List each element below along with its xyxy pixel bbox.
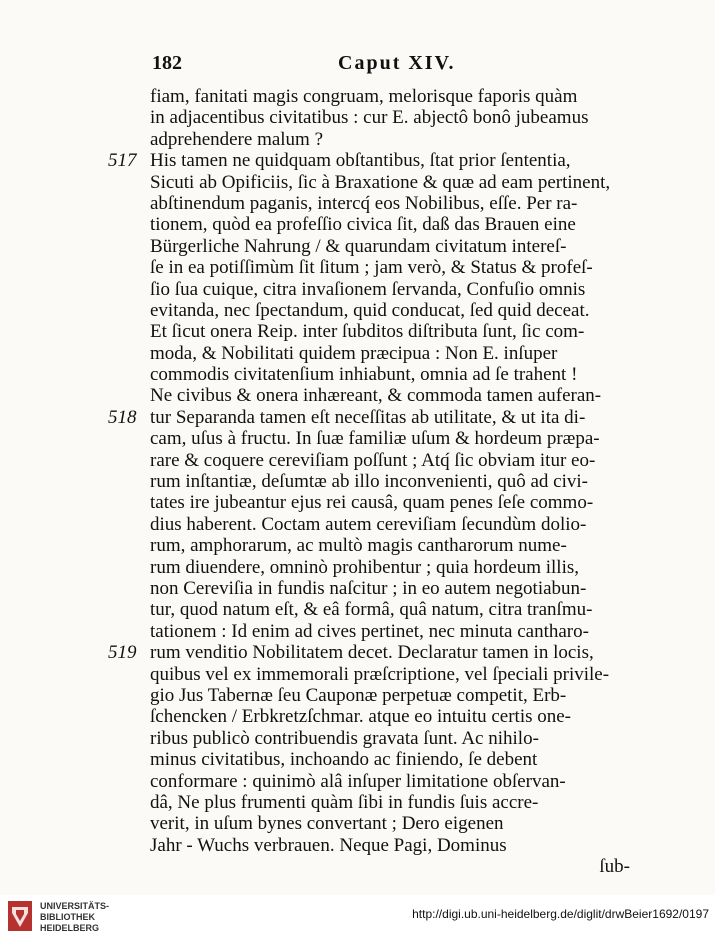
margin-section-number: 519 xyxy=(108,642,137,664)
text-line xyxy=(150,835,630,856)
text-line xyxy=(150,621,630,642)
text-line xyxy=(150,535,630,556)
page-header xyxy=(152,52,632,80)
line-text: adprehendere malum ? xyxy=(150,128,324,150)
text-line xyxy=(150,514,630,535)
text-line xyxy=(150,664,630,685)
line-text: ſub- xyxy=(599,856,630,878)
line-text: rum inſtantiæ, deſumtæ ab illo inconvenienti, quô ad civi- xyxy=(150,471,588,493)
line-text: tur, quod natum eſt, & eâ formâ, quâ natum, citra tranſmu- xyxy=(150,599,593,621)
text-line xyxy=(150,107,630,128)
text-line xyxy=(150,385,630,406)
line-text: Sicuti ab Opificiis, ſic à Braxatione & quæ ad eam pertinent, xyxy=(150,171,611,193)
line-text: conformare : quinimò alâ inſuper limitatione obſervan- xyxy=(150,770,566,792)
line-text: ſio ſua cuique, citra invaſionem ſervanda, Confuſio omnis xyxy=(150,278,586,300)
text-line xyxy=(150,86,630,107)
university-seal-icon xyxy=(6,899,34,933)
text-line xyxy=(150,129,630,150)
line-text: Et ſicut onera Reip. inter ſubditos diſtributa ſunt, ſic com- xyxy=(150,321,585,343)
text-line xyxy=(150,343,630,364)
logo-line: BIBLIOTHEK xyxy=(40,912,95,922)
text-line xyxy=(150,236,630,257)
margin-section-number: 517 xyxy=(108,150,137,172)
line-text: commodis civitatenſium inhiabunt, omnia ad ſe trahent ! xyxy=(150,364,578,386)
text-line xyxy=(108,150,630,172)
line-text: tationem : Id enim ad cives pertinet, nec minuta cantharo- xyxy=(150,620,589,642)
text-line xyxy=(150,813,630,834)
line-text: rum venditio Nobilitatem decet. Declaratur tamen in locis, xyxy=(150,642,594,664)
source-url[interactable]: http://digi.ub.uni-heidelberg.de/diglit/drwBeier1692/0197 xyxy=(412,907,709,921)
line-text: cam, uſus à fructu. In ſuæ familiæ uſum & hordeum præpa- xyxy=(150,428,600,450)
text-line xyxy=(150,193,630,214)
text-line xyxy=(150,685,630,706)
line-text: abſtinendum paganis, intercq́ eos Nobilibus, eſſe. Per ra- xyxy=(150,192,578,214)
text-line xyxy=(150,856,630,877)
line-text: rare & coquere cereviſiam poſſunt ; Atq́ ſic obviam itur eo- xyxy=(150,449,596,471)
text-line xyxy=(150,471,630,492)
margin-section-number: 518 xyxy=(108,406,137,428)
text-line xyxy=(150,578,630,599)
line-text: non Cereviſia in fundis naſcitur ; in eo autem negotiabun- xyxy=(150,577,587,599)
line-text: verit, in uſum bynes convertant ; Dero eigenen xyxy=(150,813,504,835)
line-text: Ne civibus & onera inhæreant, & commoda tamen auferan- xyxy=(150,385,602,407)
line-text: gio Jus Tabernæ ſeu Cauponæ perpetuæ competit, Erb- xyxy=(150,684,567,706)
line-text: Jahr - Wuchs verbrauen. Neque Pagi, Dominus xyxy=(150,834,507,856)
line-text: tionem, quòd ea profeſſio civica ſit, daß das Brauen eine xyxy=(150,214,576,236)
library-logo-text xyxy=(40,901,109,934)
line-text: rum, amphorarum, ac multò magis cantharorum nume- xyxy=(150,535,567,557)
line-text: rum diuendere, omninò prohibentur ; quia hordeum illis, xyxy=(150,556,580,578)
line-text: evitanda, nec ſpectandum, quid conducat, ſed quid deceat. xyxy=(150,299,590,321)
text-line xyxy=(150,300,630,321)
text-line xyxy=(150,214,630,235)
text-line xyxy=(150,172,630,193)
text-line xyxy=(150,321,630,342)
text-line xyxy=(150,450,630,471)
logo-line: HEIDELBERG xyxy=(40,923,100,933)
line-text: dâ, Ne plus frumenti quàm ſibi in fundis ſuis accre- xyxy=(150,791,539,813)
text-line xyxy=(150,492,630,513)
line-text: tates ire jubeantur ejus rei causâ, quam penes ſeſe commo- xyxy=(150,492,594,514)
line-text: His tamen ne quidquam obſtantibus, ſtat prior ſententia, xyxy=(150,150,571,172)
line-text: tur Separanda tamen eſt neceſſitas ab utilitate, & ut ita di- xyxy=(150,406,586,428)
text-line xyxy=(150,557,630,578)
text-line xyxy=(150,364,630,385)
text-line xyxy=(150,728,630,749)
text-line xyxy=(150,257,630,278)
text-line xyxy=(150,428,630,449)
logo-line: UNIVERSITÄTS- xyxy=(40,901,110,911)
text-line xyxy=(108,406,630,428)
running-head: Caput XIV. xyxy=(338,52,456,74)
line-text: quibus vel ex immemorali præſcriptione, vel ſpeciali privile- xyxy=(150,663,610,685)
line-text: minus civitatibus, inchoando ac finiendo, ſe debent xyxy=(150,749,538,771)
text-line xyxy=(108,642,630,664)
text-line xyxy=(150,599,630,620)
line-text: fiam, fanitati magis congruam, melorisque faporis quàm xyxy=(150,86,578,107)
line-text: moda, & Nobilitati quidem præcipua : Non E. inſuper xyxy=(150,342,558,364)
line-text: ſchencken / Erbkretzſchmar. atque eo intuitu certis one- xyxy=(150,706,571,728)
text-line xyxy=(150,792,630,813)
footer-bar xyxy=(0,895,715,947)
text-line xyxy=(150,279,630,300)
line-text: Bürgerliche Nahrung / & quarundam civitatum intereſ- xyxy=(150,235,567,257)
line-text: ſe in ea potiſſimùm ſit ſitum ; jam verò, & Status & profeſ- xyxy=(150,257,593,279)
text-line xyxy=(150,706,630,727)
line-text: dius haberent. Coctam autem cereviſiam ſecundùm dolio- xyxy=(150,513,587,535)
text-line xyxy=(150,771,630,792)
line-text: in adjacentibus civitatibus : cur E. abjectô bonô jubeamus xyxy=(150,107,589,129)
line-text: ribus publicò contribuendis gravata ſunt. Ac nihilo- xyxy=(150,727,539,749)
body-text xyxy=(108,86,630,878)
text-line xyxy=(150,749,630,770)
page-number: 182 xyxy=(152,52,182,74)
